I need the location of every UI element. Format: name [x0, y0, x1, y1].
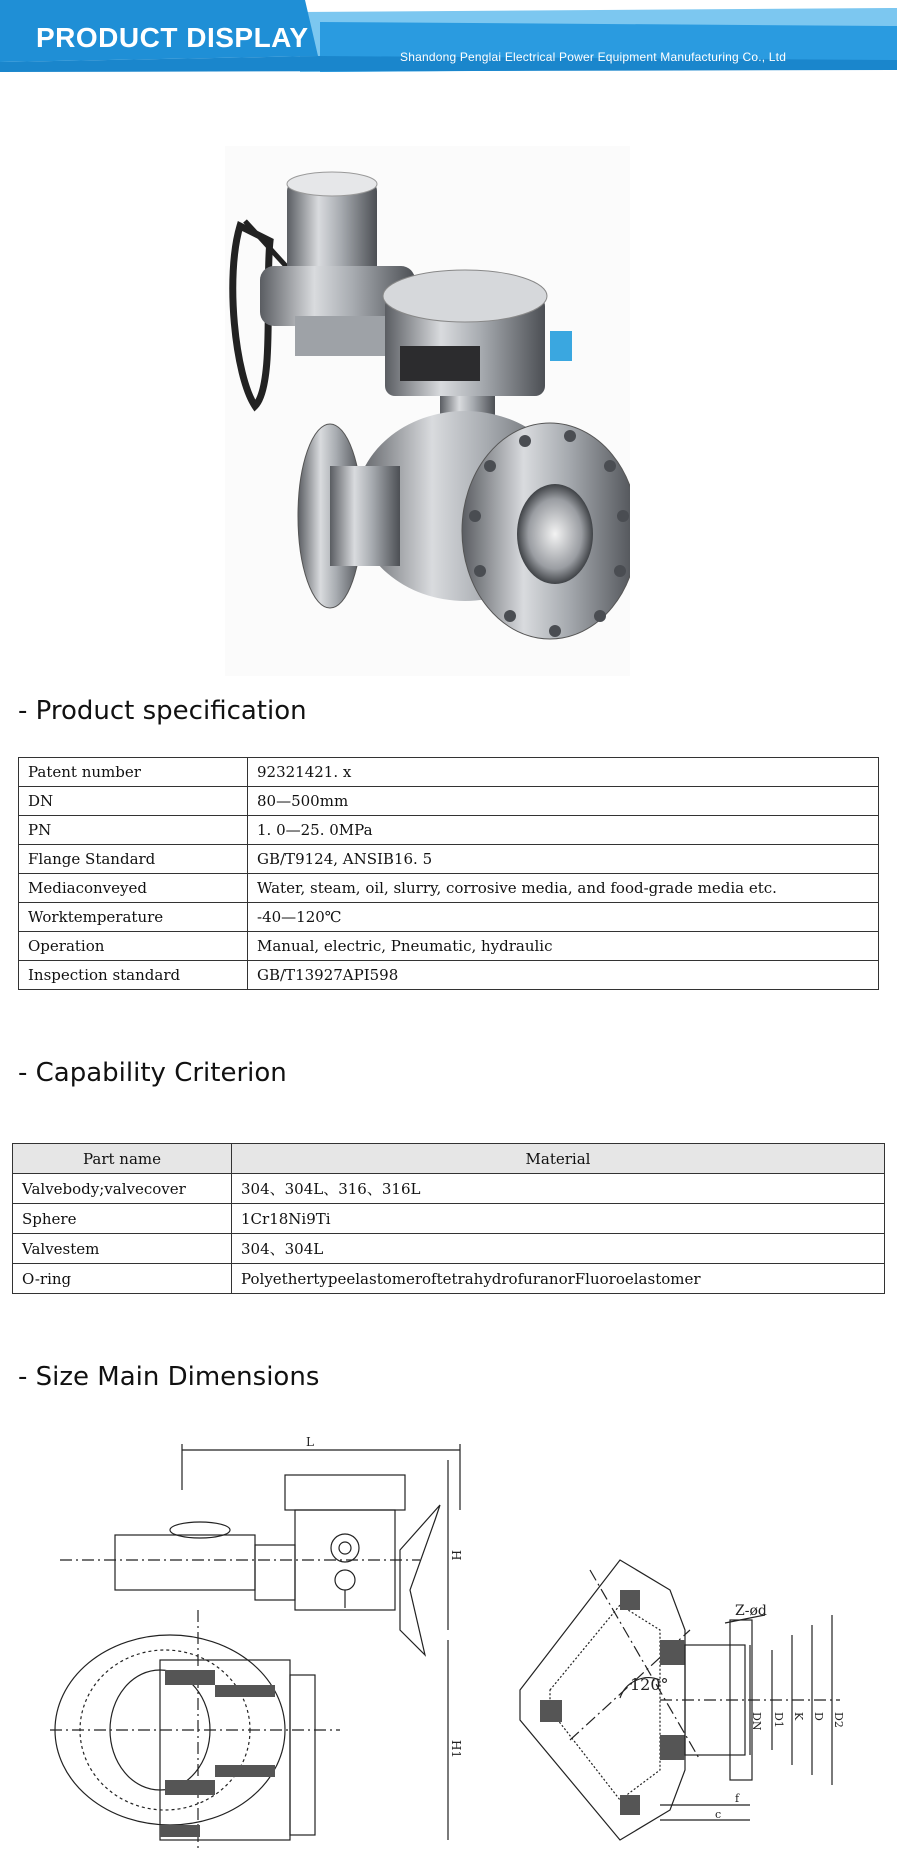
spec-value: 1. 0—25. 0MPa: [248, 816, 879, 845]
header-banner: [0, 0, 897, 76]
label-H: H: [449, 1550, 463, 1561]
spec-value: GB/T13927API598: [248, 961, 879, 990]
table-row: [19, 874, 879, 903]
spec-value: 92321421. x: [248, 758, 879, 787]
table-header-row: [13, 1144, 885, 1174]
spec-key: DN: [19, 787, 248, 816]
material: 304、304L、316、316L: [232, 1174, 885, 1204]
spec-key: Flange Standard: [19, 845, 248, 874]
dimension-drawing: [40, 1430, 860, 1850]
table-row: [13, 1234, 885, 1264]
material: PolyethertypeelastomeroftetrahydrofuranorFluoroelastomer: [232, 1264, 885, 1294]
spec-key: PN: [19, 816, 248, 845]
company-name: Shandong Penglai Electrical Power Equipment Manufacturing Co., Ltd: [400, 50, 787, 64]
dimensions-section-title: - Size Main Dimensions: [18, 1362, 320, 1392]
label-DN: DN: [750, 1712, 763, 1731]
column-header-material: Material: [232, 1144, 885, 1174]
label-c: c: [715, 1808, 722, 1821]
spec-value: 80—500mm: [248, 787, 879, 816]
label-L: L: [306, 1435, 314, 1449]
spec-key: Mediaconveyed: [19, 874, 248, 903]
part-name: Sphere: [13, 1204, 232, 1234]
banner-title: PRODUCT DISPLAY: [36, 22, 309, 53]
column-header-part: Part name: [13, 1144, 232, 1174]
label-D: D: [812, 1712, 825, 1721]
label-D1: D1: [772, 1712, 785, 1728]
table-row: [19, 961, 879, 990]
capability-table: [12, 1143, 885, 1294]
spec-section-title: - Product specification: [18, 696, 307, 726]
table-row: [19, 903, 879, 932]
material: 1Cr18Ni9Ti: [232, 1204, 885, 1234]
table-row: [13, 1174, 885, 1204]
part-name: O-ring: [13, 1264, 232, 1294]
label-H1: H1: [449, 1740, 463, 1759]
spec-key: Patent number: [19, 758, 248, 787]
label-holes: Z-ød: [735, 1603, 767, 1619]
spec-value: GB/T9124, ANSIB16. 5: [248, 845, 879, 874]
table-row: [19, 758, 879, 787]
product-photo: [225, 146, 630, 676]
table-row: [19, 816, 879, 845]
table-row: [19, 845, 879, 874]
spec-key: Inspection standard: [19, 961, 248, 990]
label-angle: 120°: [630, 1675, 669, 1694]
label-K: K: [792, 1712, 805, 1721]
table-row: [13, 1264, 885, 1294]
table-row: [13, 1204, 885, 1234]
part-name: Valvebody;valvecover: [13, 1174, 232, 1204]
material: 304、304L: [232, 1234, 885, 1264]
spec-table: [18, 757, 879, 990]
spec-value: Manual, electric, Pneumatic, hydraulic: [248, 932, 879, 961]
capability-section-title: - Capability Criterion: [18, 1058, 287, 1088]
part-name: Valvestem: [13, 1234, 232, 1264]
table-row: [19, 932, 879, 961]
label-f: f: [735, 1792, 740, 1805]
label-D2: D2: [832, 1712, 845, 1728]
table-row: [19, 787, 879, 816]
spec-key: Operation: [19, 932, 248, 961]
spec-value: -40—120℃: [248, 903, 879, 932]
spec-key: Worktemperature: [19, 903, 248, 932]
spec-value: Water, steam, oil, slurry, corrosive media, and food-grade media etc.: [248, 874, 879, 903]
